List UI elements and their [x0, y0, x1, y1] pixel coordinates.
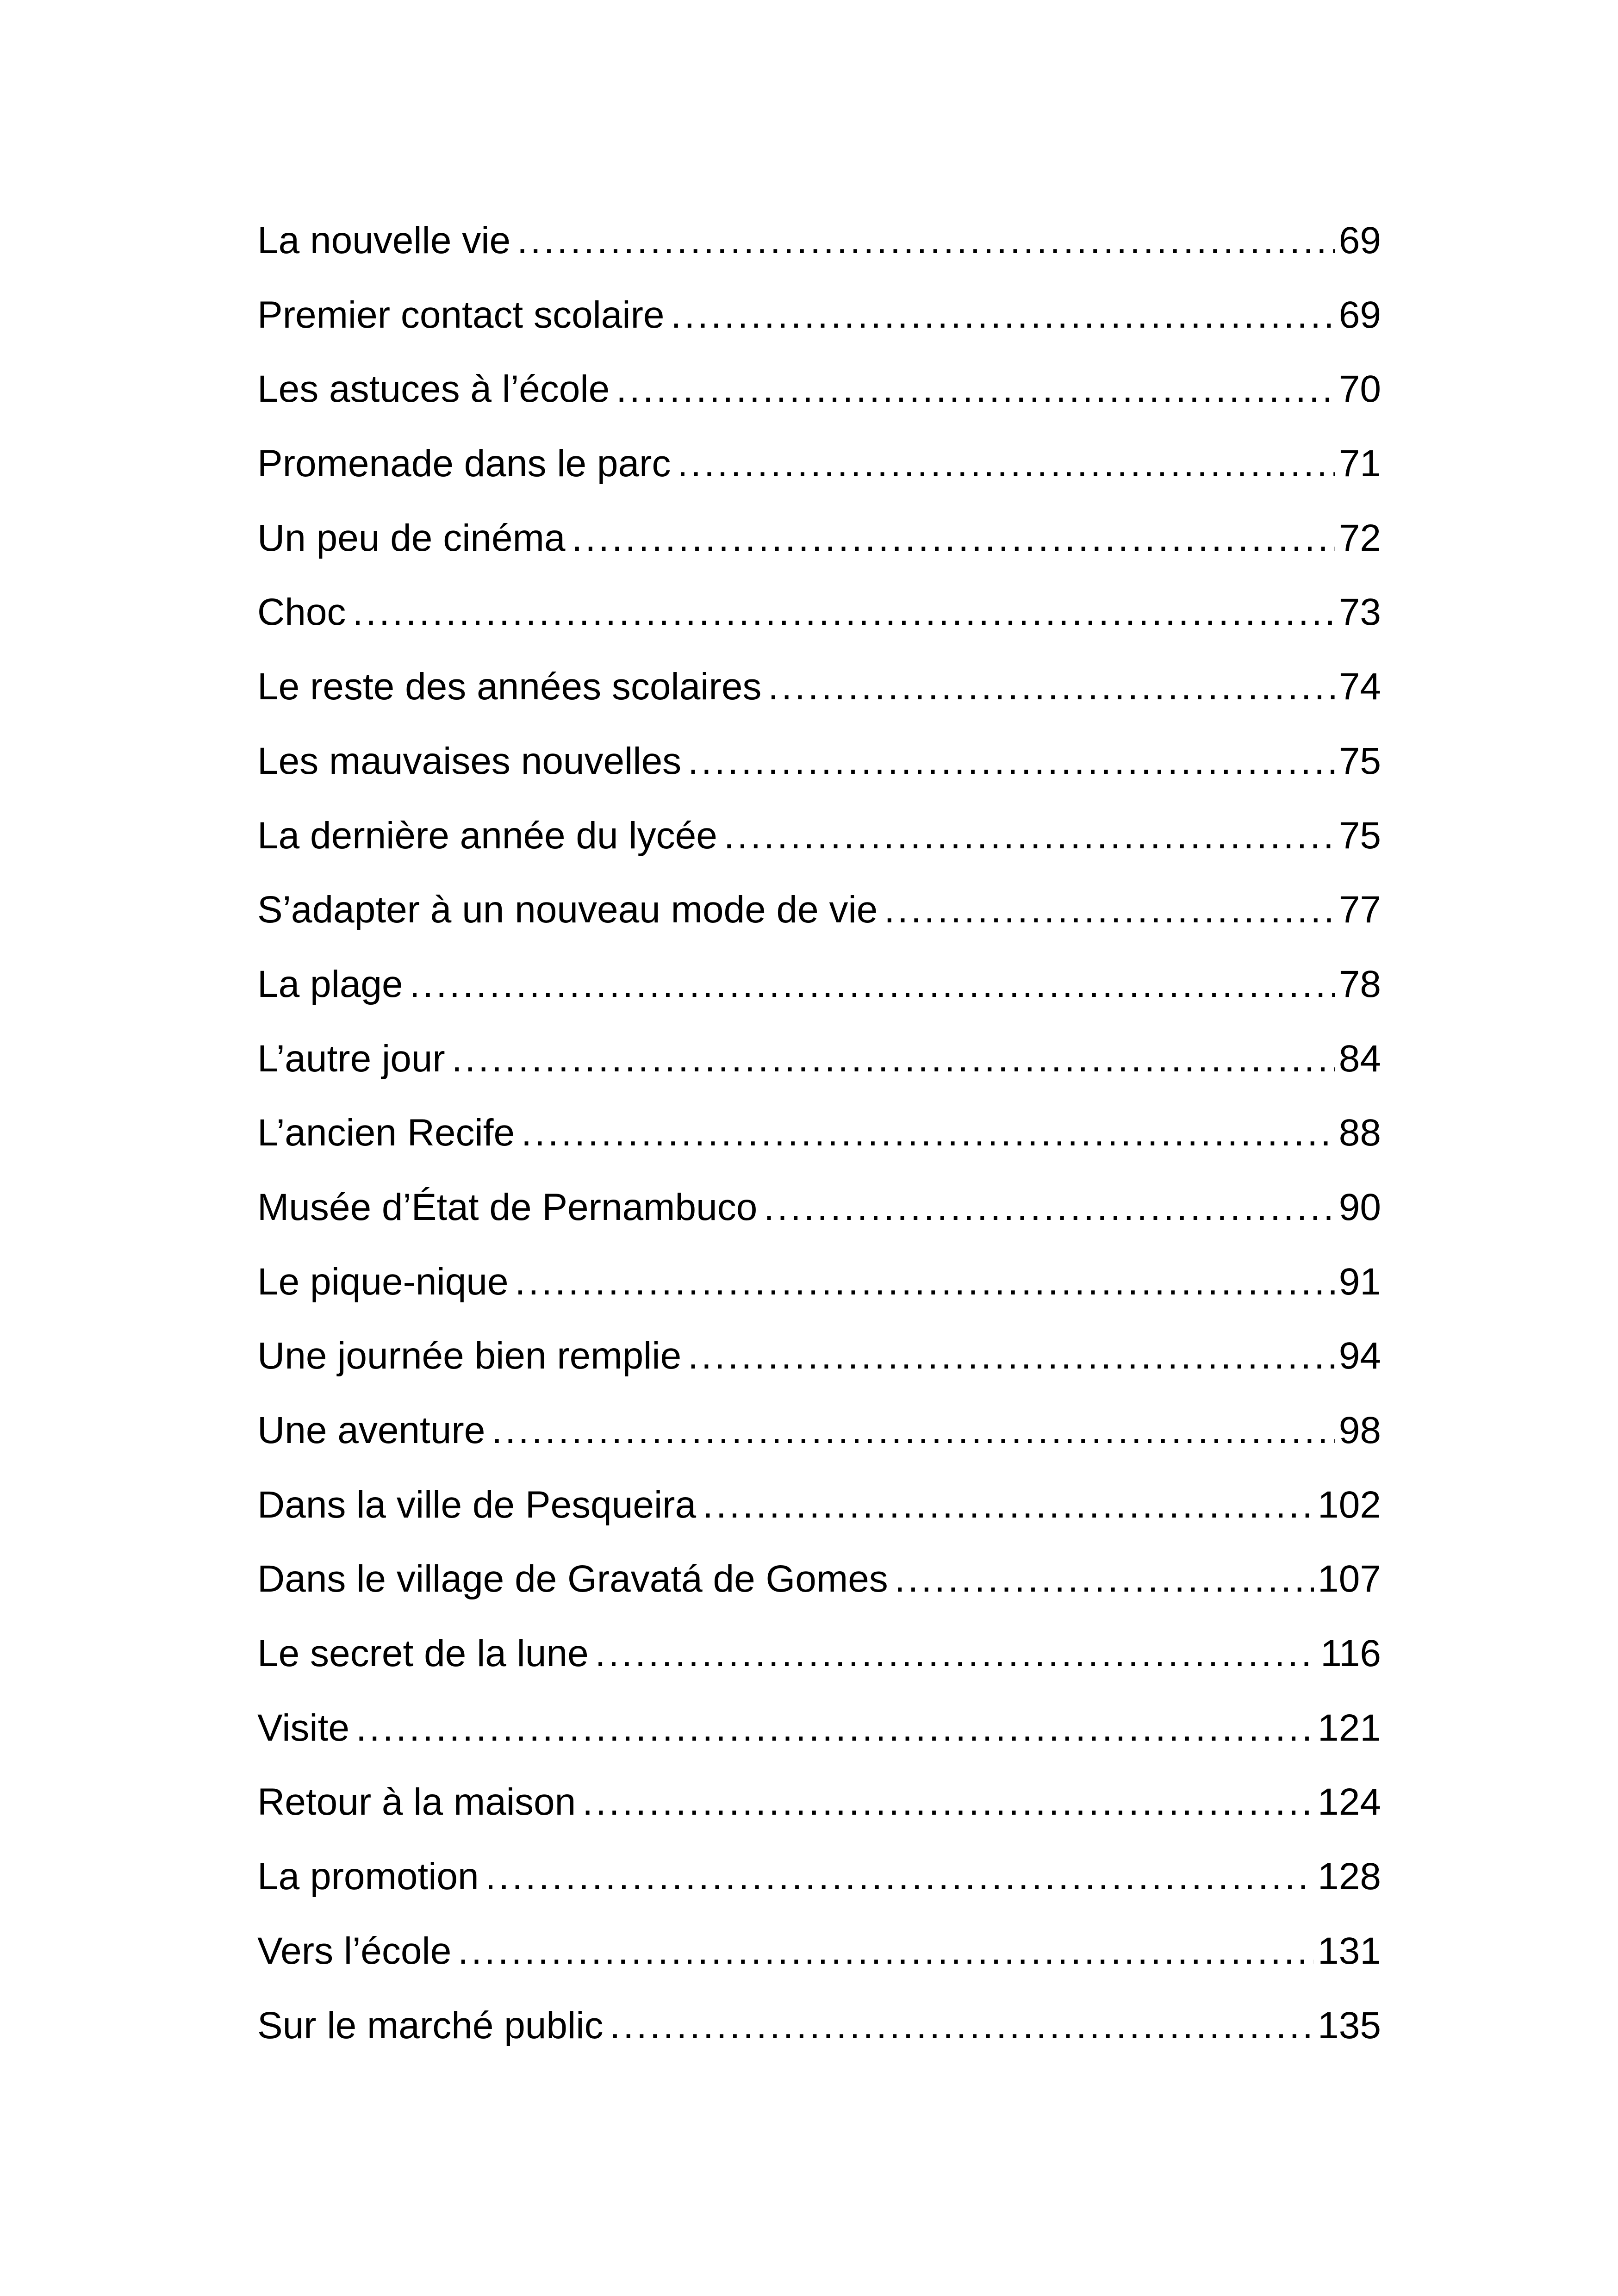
- toc-dot-leader: [410, 947, 1335, 1022]
- toc-entry-title: Choc: [257, 591, 346, 634]
- toc-entry: [257, 724, 1381, 799]
- toc-entry-title: Dans le village de Gravatá de Gomes: [257, 1558, 888, 1600]
- toc-dot-leader: [677, 427, 1335, 501]
- toc-dot-leader: [616, 352, 1335, 427]
- toc-dot-leader: [515, 1245, 1335, 1319]
- toc-entry-title: Vers l’école: [257, 1929, 452, 1972]
- toc-entry: [257, 873, 1381, 947]
- toc-entry: [257, 1096, 1381, 1170]
- toc-entry-title: Les astuces à l’école: [257, 368, 610, 411]
- toc-dot-leader: [595, 1617, 1317, 1691]
- toc-entry-title: Visite: [257, 1706, 350, 1749]
- toc-entry: [257, 1394, 1381, 1468]
- toc-entry-page-number: 121: [1318, 1706, 1381, 1749]
- toc-entry-page-number: 107: [1318, 1558, 1381, 1600]
- toc-entry-title: L’autre jour: [257, 1037, 445, 1080]
- toc-entry-page-number: 124: [1318, 1781, 1381, 1823]
- toc-entry: [257, 1319, 1381, 1394]
- toc-dot-leader: [895, 1542, 1314, 1617]
- toc-dot-leader: [452, 1022, 1335, 1096]
- toc-entry-page-number: 98: [1338, 1409, 1381, 1451]
- toc-dot-leader: [352, 575, 1335, 650]
- toc-entry-page-number: 116: [1320, 1632, 1381, 1675]
- toc-entry: [257, 575, 1381, 650]
- toc-entry-title: La plage: [257, 963, 403, 1005]
- toc-entry: [257, 799, 1381, 873]
- toc-dot-leader: [688, 724, 1335, 799]
- toc-entry-page-number: 102: [1318, 1483, 1381, 1526]
- toc-entry-title: Le reste des années scolaires: [257, 666, 762, 708]
- toc-entry-title: La nouvelle vie: [257, 219, 511, 261]
- toc-entry-page-number: 74: [1338, 666, 1381, 708]
- toc-entry-page-number: 88: [1338, 1112, 1381, 1154]
- toc-entry: [257, 427, 1381, 501]
- toc-entry: [257, 204, 1381, 278]
- toc-entry-page-number: 84: [1338, 1037, 1381, 1080]
- toc-dot-leader: [703, 1468, 1314, 1543]
- toc-dot-leader: [610, 1989, 1314, 2063]
- toc-entry: [257, 1468, 1381, 1543]
- toc-entry-page-number: 69: [1338, 219, 1381, 261]
- toc-entry: [257, 352, 1381, 427]
- toc-dot-leader: [521, 1096, 1335, 1170]
- toc-entry-title: Musée d’État de Pernambuco: [257, 1186, 758, 1228]
- toc-entry-title: S’adapter à un nouveau mode de vie: [257, 889, 878, 931]
- toc-entry-title: L’ancien Recife: [257, 1112, 515, 1154]
- toc-entry-page-number: 73: [1338, 591, 1381, 634]
- toc-entry: [257, 1542, 1381, 1617]
- toc-dot-leader: [458, 1914, 1314, 1989]
- toc-entry-page-number: 69: [1338, 293, 1381, 336]
- toc-entry-title: Les mauvaises nouvelles: [257, 740, 682, 782]
- toc-dot-leader: [492, 1394, 1335, 1468]
- toc-entry-page-number: 135: [1318, 2004, 1381, 2047]
- toc-entry-title: Premier contact scolaire: [257, 293, 665, 336]
- toc-entry-page-number: 91: [1338, 1260, 1381, 1303]
- toc-dot-leader: [485, 1840, 1314, 1914]
- toc-entry: [257, 1765, 1381, 1840]
- toc-entry-title: Promenade dans le parc: [257, 442, 671, 485]
- toc-entry-title: La promotion: [257, 1855, 479, 1898]
- toc-dot-leader: [724, 799, 1335, 873]
- toc-entry-page-number: 75: [1338, 814, 1381, 857]
- toc-entry: [257, 278, 1381, 353]
- toc-entry: [257, 1989, 1381, 2063]
- toc-entry: [257, 1245, 1381, 1319]
- toc-dot-leader: [884, 873, 1335, 947]
- toc-entry-page-number: 78: [1338, 963, 1381, 1005]
- toc-entry-title: Retour à la maison: [257, 1781, 576, 1823]
- toc-entry: [257, 1840, 1381, 1914]
- toc-entry-title: Un peu de cinéma: [257, 516, 566, 559]
- toc-dot-leader: [582, 1765, 1314, 1840]
- toc-entry: [257, 650, 1381, 724]
- toc-dot-leader: [768, 650, 1335, 724]
- toc-dot-leader: [356, 1691, 1314, 1766]
- toc-entry-page-number: 128: [1318, 1855, 1381, 1898]
- toc-entry: [257, 1914, 1381, 1989]
- toc-dot-leader: [688, 1319, 1335, 1394]
- toc-entry-page-number: 90: [1338, 1186, 1381, 1228]
- toc-dot-leader: [517, 204, 1335, 278]
- toc-entry-title: Une aventure: [257, 1409, 485, 1451]
- toc-dot-leader: [764, 1170, 1335, 1245]
- toc-entry-page-number: 72: [1338, 516, 1381, 559]
- toc-entry: [257, 501, 1381, 576]
- toc-entry-page-number: 77: [1338, 889, 1381, 931]
- toc-entry-title: La dernière année du lycée: [257, 814, 717, 857]
- toc-entry-page-number: 70: [1338, 368, 1381, 411]
- toc-entry-title: Une journée bien remplie: [257, 1335, 682, 1377]
- toc-entry: [257, 1691, 1381, 1766]
- toc-dot-leader: [671, 278, 1335, 353]
- toc-entry: [257, 1617, 1381, 1691]
- toc-entry-page-number: 131: [1318, 1929, 1381, 1972]
- toc-entry: [257, 1022, 1381, 1096]
- toc-entry-title: Le secret de la lune: [257, 1632, 589, 1675]
- toc-dot-leader: [572, 501, 1335, 576]
- toc-entry-page-number: 75: [1338, 740, 1381, 782]
- toc-entry-page-number: 94: [1338, 1335, 1381, 1377]
- toc-entry-title: Sur le marché public: [257, 2004, 604, 2047]
- toc-entry-title: Le pique-nique: [257, 1260, 509, 1303]
- toc-entry: [257, 947, 1381, 1022]
- table-of-contents: [257, 204, 1381, 2063]
- toc-entry-page-number: 71: [1338, 442, 1381, 485]
- toc-entry-title: Dans la ville de Pesqueira: [257, 1483, 697, 1526]
- toc-entry: [257, 1170, 1381, 1245]
